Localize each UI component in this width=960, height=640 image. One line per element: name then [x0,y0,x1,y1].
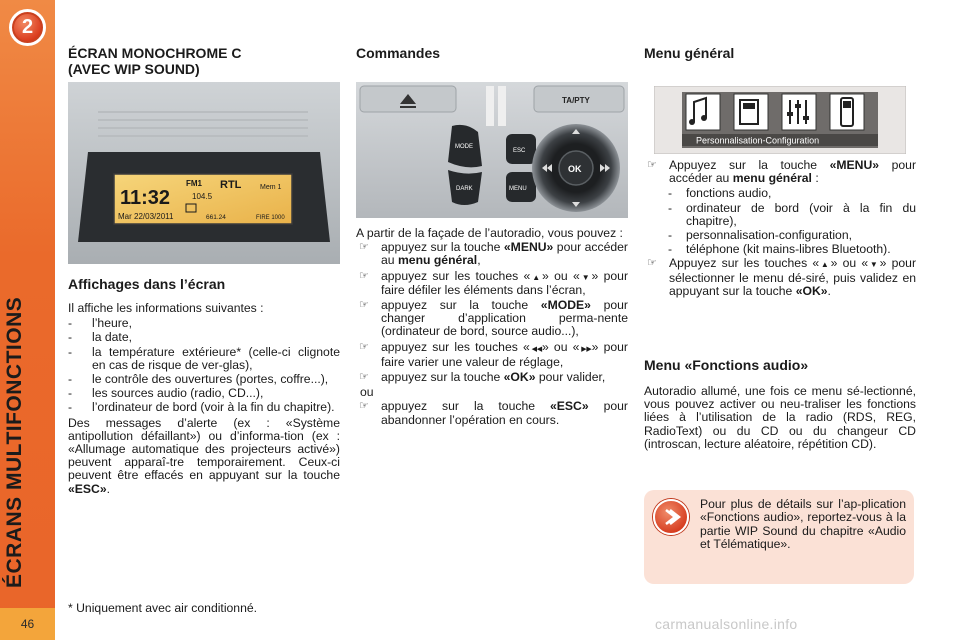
ok-button: OK [568,164,582,174]
commandes-intro: A partir de la façade de l’autoradio, vous pouvez : [356,226,623,240]
page-number: 46 [0,608,55,640]
down-arrow-icon: ▼ [868,260,880,270]
list-item: - fonctions audio, [668,187,916,200]
pointing-hand-icon: ☞ [359,241,369,254]
chapter-number-badge: 2 [9,9,46,46]
pointing-hand-icon: ☞ [359,269,369,282]
up-arrow-icon: ▲ [819,260,831,270]
footnote: * Uniquement avec air conditionné. [68,601,258,615]
list-item: - l’heure, [68,317,340,330]
list-item: - les sources audio (radio, CD...), [68,387,340,400]
menu-general-list [644,159,916,185]
list-item: - téléphone (kit mains-libres Bluetooth). [668,243,916,256]
list-item: - la température extérieure* (celle-ci clignote en cas de risque de ver-glas), [68,346,340,372]
list-item: ☞ appuyez sur la touche «ESC» pour abandonner l’opération en cours. [359,399,628,427]
pointing-hand-icon: ☞ [647,257,657,270]
list-item: ☞ appuyez sur les touches «▲» ou «▼» pour faire défiler les éléments dans l’écran, [359,268,629,297]
watermark: carmanualsonline.info [655,616,798,632]
pointing-hand-icon: ☞ [359,340,369,353]
lcd-frequency: 104.5 [192,192,213,201]
section-title-commandes: Commandes [356,45,441,61]
pointing-hand-icon: ☞ [359,400,369,413]
esc-button: ESC [513,148,526,154]
list-item: ☞ appuyez sur la touche «MODE» pour changer d’application perma-nente (ordinateur de bord, source audio...), [359,298,628,339]
radio-controls-photo [356,82,628,218]
list-item: ☞ appuyez sur les touches «◀◀» ou «▶▶» pour faire varier une valeur de réglage, [359,339,628,369]
chevron-right-icon [653,499,689,535]
list-item: - l’ordinateur de bord (voir à la fin du chapitre). [68,401,340,414]
menu-general-screen [654,86,906,154]
commandes-list [356,241,628,384]
lcd-station: RTL [220,179,242,191]
chapter-sidebar [0,0,55,640]
pointing-hand-icon: ☞ [647,159,657,171]
list-item: ☞ Appuyez sur les touches «▲» ou «▼» pour sélectionner le menu dé-siré, puis validez en appuyant sur la touche «OK». [647,256,917,298]
lcd-preset: Mem 1 [260,184,282,191]
section-title-monochrome: ÉCRAN MONOCHROME C (AVEC WIP SOUND) [68,45,242,77]
ta-pty-button: TA/PTY [562,96,590,105]
lcd-tag: FIRE 1000 [256,215,285,221]
column-commandes-text [356,227,628,429]
list-item: - la date, [68,331,340,344]
section-title-fonctions-audio: Menu «Fonctions audio» [644,357,809,373]
column-menu-general-text [644,158,916,300]
rewind-icon: ◀◀ [529,345,542,353]
pointing-hand-icon: ☞ [359,299,369,312]
affichages-intro: Il affiche les informations suivantes : [68,301,264,315]
menu-general-list-2 [644,257,916,298]
section-title-menu-general: Menu général [644,45,735,61]
menu-button: MENU [509,186,527,192]
column-monochrome-text [68,276,340,496]
column-menu-general-title [644,45,916,61]
dark-button: DARK [456,186,473,192]
affichages-list [68,317,340,414]
fonctions-audio-paragraph: Autoradio allumé, une fois ce menu sé-lectionné, vous pouvez activer ou neu-traliser les fonctions liées à l’utilisation de la radio (RDS, REG, RadioText) ou du CD ou du changeur CD (introscan, lecture aléatoire, répétition CD). [644,384,916,451]
alert-paragraph: Des messages d’alerte (ex : «Système antipollution défaillant») ou d’informa-tion (ex : «Allumage automatique des projecteurs activé») peuvent apparaî-tre temporairement. Ceux-ci peuvent être effacés en appuyant sur la touche «ESC». [68,415,340,496]
section-title-affichages: Affichages dans l’écran [68,276,226,292]
column-monochrome-screen [68,45,340,77]
list-item: - le contrôle des ouvertures (portes, coffre...), [68,373,340,386]
lcd-date: Mar 22/03/2011 [118,212,174,221]
lcd-band: FM1 [186,179,202,188]
up-arrow-icon: ▲ [530,272,543,282]
list-item: - personnalisation-configuration, [668,229,916,242]
lcd-slot: 661.24 [206,214,226,221]
menu-general-sublist [668,187,916,256]
list-item: ☞ Appuyez sur la touche «MENU» pour accéder au menu général : [647,158,916,186]
column-fonctions-audio [644,357,916,451]
down-arrow-icon: ▼ [579,272,592,282]
mode-button: MODE [455,144,473,150]
menu-banner-label: Personnalisation-Configuration [696,135,820,146]
column-commandes-title [356,45,628,61]
commandes-list-last [356,400,628,426]
pointing-hand-icon: ☞ [359,371,369,384]
info-callout-text: Pour plus de détails sur l’ap-plication «Fonctions audio», reportez-vous à la partie WIP Sound du chapitre «Audio et Télématique». [700,497,906,551]
monochrome-display-photo [68,82,340,264]
lcd-time: 11:32 [120,187,171,209]
info-callout [644,490,914,584]
list-item: ☞ appuyez sur la touche «OK» pour valider, [359,370,606,385]
list-item: ☞ appuyez sur la touche «MENU» pour accéder au menu général, [359,240,628,268]
list-item: - ordinateur de bord (voir à la fin du chapitre), [668,202,916,228]
fast-forward-icon: ▶▶ [579,345,592,353]
or-separator: ou [360,385,374,400]
chapter-vertical-title: ÉCRANS MULTIFONCTIONS [3,296,26,588]
